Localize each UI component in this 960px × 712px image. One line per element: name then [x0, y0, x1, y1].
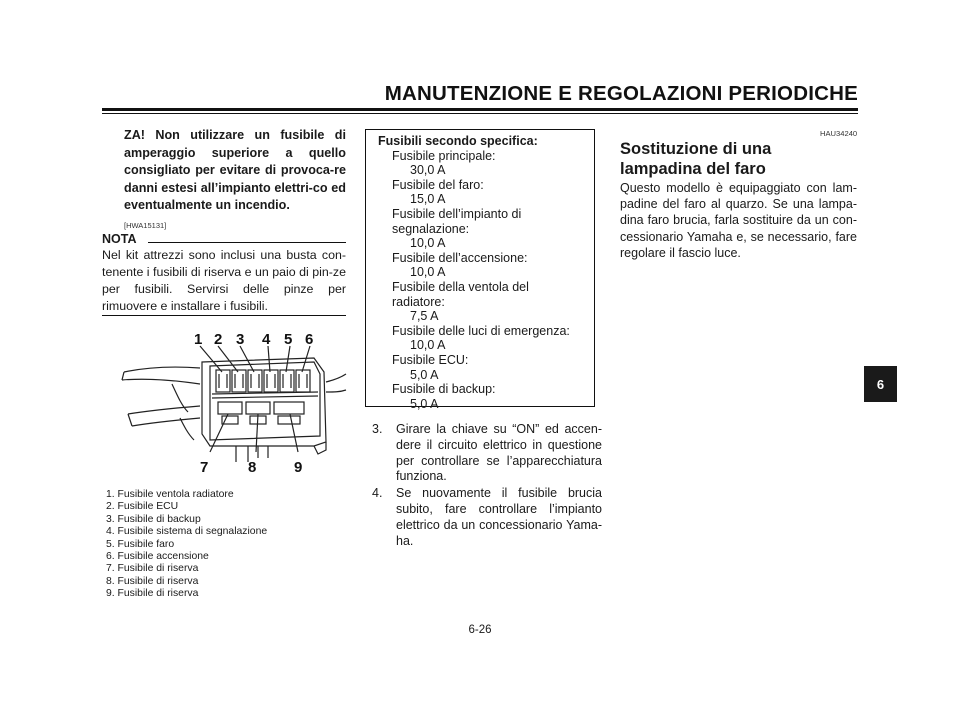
spec-value: 10,0 A	[410, 338, 446, 353]
section-body: Questo modello è equipaggiato con lam-padine del faro al quarzo. Se una lampa-dina faro brucia, farla sostituire da un con-cessionario Yamaha e, se necessario, fare regolare il fascio luce.	[620, 181, 857, 260]
step-number: 3.	[372, 422, 383, 436]
callout-1: 1	[194, 331, 203, 348]
procedure-steps	[372, 422, 602, 550]
nota-rule	[148, 242, 346, 243]
fuse-spec-list	[378, 134, 570, 411]
legend-item: 1. Fusibile ventola radiatore	[106, 489, 234, 500]
legend-item: 6. Fusibile accensione	[106, 551, 209, 563]
spec-value: 15,0 A	[410, 192, 446, 207]
nota-bottom-rule	[102, 315, 346, 316]
callout-5: 5	[284, 331, 293, 348]
spec-name: Fusibile del faro:	[392, 177, 484, 192]
spec-name: Fusibile delle luci di emergenza:	[392, 323, 570, 338]
spec-name: Fusibile di backup:	[392, 382, 496, 397]
warning-code: [HWA15131]	[124, 220, 167, 230]
spec-value: 10,0 A	[410, 236, 446, 251]
callout-3: 3	[236, 331, 245, 348]
legend-item: 7. Fusibile di riserva	[106, 563, 199, 575]
callout-9: 9	[294, 459, 303, 476]
spec-name: Fusibile dell’accensione:	[392, 250, 528, 265]
warning-block	[124, 127, 346, 235]
spec-name-cont: radiatore:	[392, 294, 445, 309]
section-code: HAU34240	[820, 129, 858, 138]
spec-name: Fusibile principale:	[392, 148, 496, 163]
spec-value: 5,0 A	[410, 396, 439, 411]
nota-text: Nel kit attrezzi sono inclusi una busta con-tenente i fusibili di riserva e un paio di pin-ze per fusibili. Servirsi delle pinze per rimuovere e installare i fusibili.	[102, 248, 346, 313]
header-rule-thin	[102, 113, 858, 114]
header-rule	[102, 108, 858, 111]
callout-6: 6	[305, 331, 314, 348]
step-text: Se nuovamente il fusibile brucia subito, fare controllare l’impianto elettrico da un concessionario Yama-ha.	[396, 486, 602, 548]
callout-4: 4	[262, 331, 271, 348]
step-number: 4.	[372, 486, 383, 501]
step-item	[372, 486, 602, 549]
legend-item: 8. Fusibile di riserva	[106, 575, 199, 587]
nota-label: NOTA	[102, 232, 137, 246]
callout-8: 8	[248, 459, 257, 476]
spec-name: Fusibile ECU:	[392, 352, 469, 367]
legend-item: 9. Fusibile di riserva	[106, 588, 199, 600]
fuse-box-illustration	[118, 322, 348, 486]
spec-name: Fusibile dell’impianto di	[392, 206, 522, 221]
section-title: Sostituzione di una lampadina del faro	[620, 140, 772, 178]
legend-item: 4. Fusibile sistema di segnalazione	[106, 526, 268, 538]
spec-name-cont: segnalazione:	[392, 221, 470, 236]
spec-value: 7,5 A	[410, 309, 439, 324]
legend-item: 3. Fusibile di backup	[106, 513, 201, 525]
step-text: Girare la chiave su “ON” ed accen-dere il circuito elettrico in questione per controllare se l’apparecchiatura funziona.	[396, 422, 602, 484]
page-number: 6-26	[468, 624, 492, 636]
callout-7: 7	[200, 459, 209, 476]
page-header-title: MANUTENZIONE E REGOLAZIONI PERIODICHE	[384, 82, 858, 105]
spec-value: 30,0 A	[410, 163, 446, 178]
spec-name: Fusibile della ventola del	[392, 279, 529, 294]
warning-text: ZA! Non utilizzare un fusibile di amperaggio superiore a quello consigliato per evitare di provoca-re danni estesi all’impianto elettri-co ed eventualmente un incendio.	[124, 128, 346, 213]
spec-value: 10,0 A	[410, 265, 446, 280]
legend-item: 2. Fusibile ECU	[106, 501, 179, 513]
chapter-tab: 6	[864, 366, 897, 402]
callout-2: 2	[214, 331, 223, 348]
step-item	[372, 422, 602, 485]
spec-title: Fusibili secondo specifica:	[378, 134, 538, 148]
legend-item: 5. Fusibile faro	[106, 538, 175, 550]
spec-value: 5,0 A	[410, 367, 439, 382]
figure-legend	[106, 489, 267, 601]
